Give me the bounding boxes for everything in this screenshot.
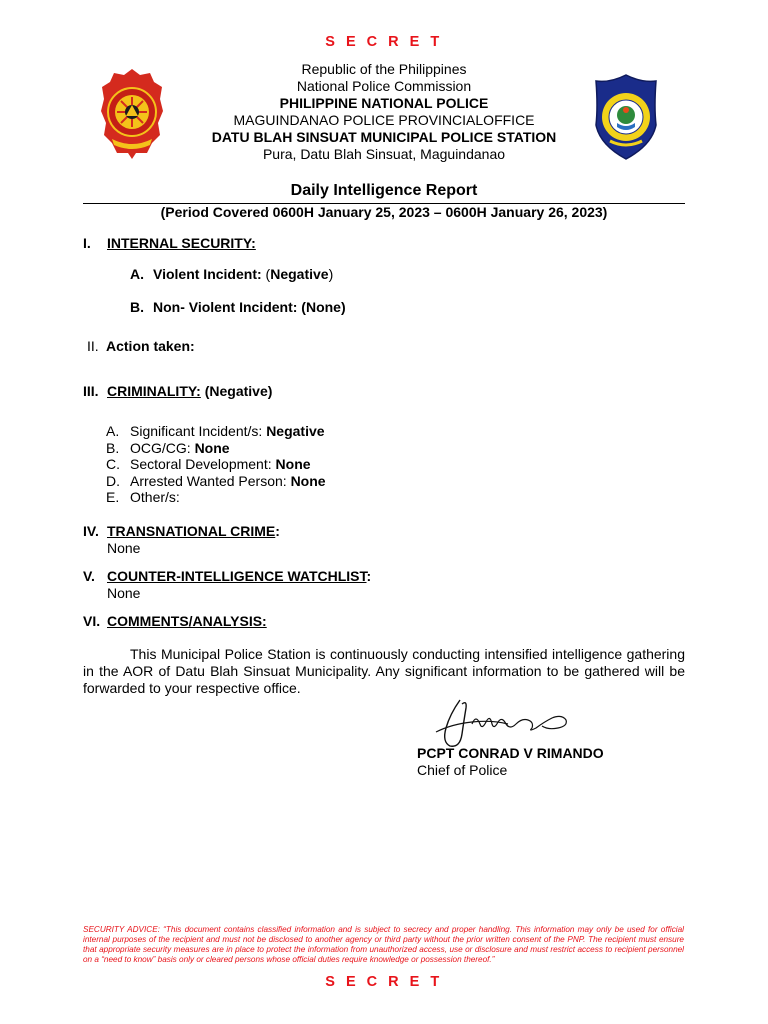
section-4-number: IV. xyxy=(83,523,99,539)
section-5-number: V. xyxy=(83,568,95,584)
item-value: Negative xyxy=(266,423,325,439)
header-station: DATU BLAH SINSUAT MUNICIPAL POLICE STATION xyxy=(211,129,557,145)
header-address: Pura, Datu Blah Sinsuat, Maguindanao xyxy=(262,146,506,162)
section-6-title: COMMENTS/ANALYSIS: xyxy=(107,613,267,629)
section-2-title: Action taken: xyxy=(106,338,195,354)
header-provincial-office: MAGUINDANAO POLICE PROVINCIALOFFICE xyxy=(233,112,535,128)
section-1a-value: Negative xyxy=(270,266,329,282)
list-item xyxy=(106,440,326,457)
item-value: None xyxy=(194,439,230,456)
signature-image xyxy=(432,694,572,752)
list-item xyxy=(106,423,326,440)
header-republic: Republic of the Philippines xyxy=(301,61,467,77)
section-6-number: VI. xyxy=(83,613,101,629)
section-1-number: I. xyxy=(83,235,91,251)
item-value: None xyxy=(275,456,311,473)
list-item xyxy=(106,473,326,490)
section-1b-label: Non- Violent Incident: (None) xyxy=(153,299,346,315)
section-1b-letter: B. xyxy=(130,299,144,315)
classification-top: S E C R E T xyxy=(325,34,443,50)
item-letter: C. xyxy=(106,456,120,473)
item-letter: B. xyxy=(106,439,120,456)
section-5-title: COUNTER-INTELLIGENCE WATCHLIST xyxy=(107,568,367,584)
header-napolcom: National Police Commission xyxy=(296,78,472,94)
signatory-position: Chief of Police xyxy=(417,762,508,778)
section-4-row xyxy=(107,523,280,540)
item-label: Sectoral Development: xyxy=(130,456,276,473)
item-label: OCG/CG: xyxy=(130,439,195,456)
item-letter: D. xyxy=(106,472,120,489)
section-4-title: TRANSNATIONAL CRIME xyxy=(107,523,276,539)
section-1a-open: ( xyxy=(265,266,271,282)
section-5-colon: : xyxy=(366,568,372,584)
section-3-number: III. xyxy=(83,383,99,399)
criminality-list xyxy=(106,423,326,506)
signatory-name: PCPT CONRAD V RIMANDO xyxy=(417,745,604,761)
section-2-number: II. xyxy=(87,338,99,354)
section-3-row xyxy=(107,383,272,400)
section-1-title: INTERNAL SECURITY: xyxy=(107,235,256,251)
section-1a-letter: A. xyxy=(130,266,144,282)
item-label: Arrested Wanted Person: xyxy=(130,472,291,489)
classification-bottom: S E C R E T xyxy=(325,974,443,990)
item-letter: A. xyxy=(106,423,120,439)
security-advice: SECURITY ADVICE: “This document contains classified information and is subject to secrecy and proper handling. This information may only be used for official internal purposes of the recipient and must not be disclosed to another agency or third party without the prior written consent of the PNP. The recipient must ensure that appropriate security measures are in place to protect the information from unauthorized access, use or disclosure and must restrict access to recipient personnel on a “need to know” basis only or cleared persons whose official duties require knowledge or possession thereof.” xyxy=(83,925,684,964)
section-1a-close: ) xyxy=(328,266,334,282)
list-item xyxy=(106,489,326,506)
item-label: Significant Incident/s: xyxy=(130,423,267,439)
section-4-colon: : xyxy=(275,523,280,539)
section-4-value: None xyxy=(107,540,141,556)
section-3-value: (Negative) xyxy=(204,383,273,399)
section-5-value: None xyxy=(107,585,141,601)
section-3-title: CRIMINALITY: xyxy=(107,383,201,399)
section-1a-label: Violent Incident: xyxy=(153,266,262,282)
section-5-row xyxy=(107,568,371,585)
analysis-paragraph: This Municipal Police Station is continuously conducting intensified intelligence gathering in the AOR of Datu Blah Sinsuat Municipality. Any significant information to be gathered will be forwarded to your respective office. xyxy=(83,646,685,696)
header-pnp: PHILIPPINE NATIONAL POLICE xyxy=(279,95,489,111)
item-letter: E. xyxy=(106,489,120,506)
item-label: Other/s: xyxy=(130,489,180,506)
report-period: (Period Covered 0600H January 25, 2023 – 0600H January 26, 2023) xyxy=(160,204,608,220)
item-value: None xyxy=(290,472,326,489)
section-1a-row xyxy=(153,266,333,283)
list-item xyxy=(106,456,326,473)
report-title: Daily Intelligence Report xyxy=(290,182,478,199)
